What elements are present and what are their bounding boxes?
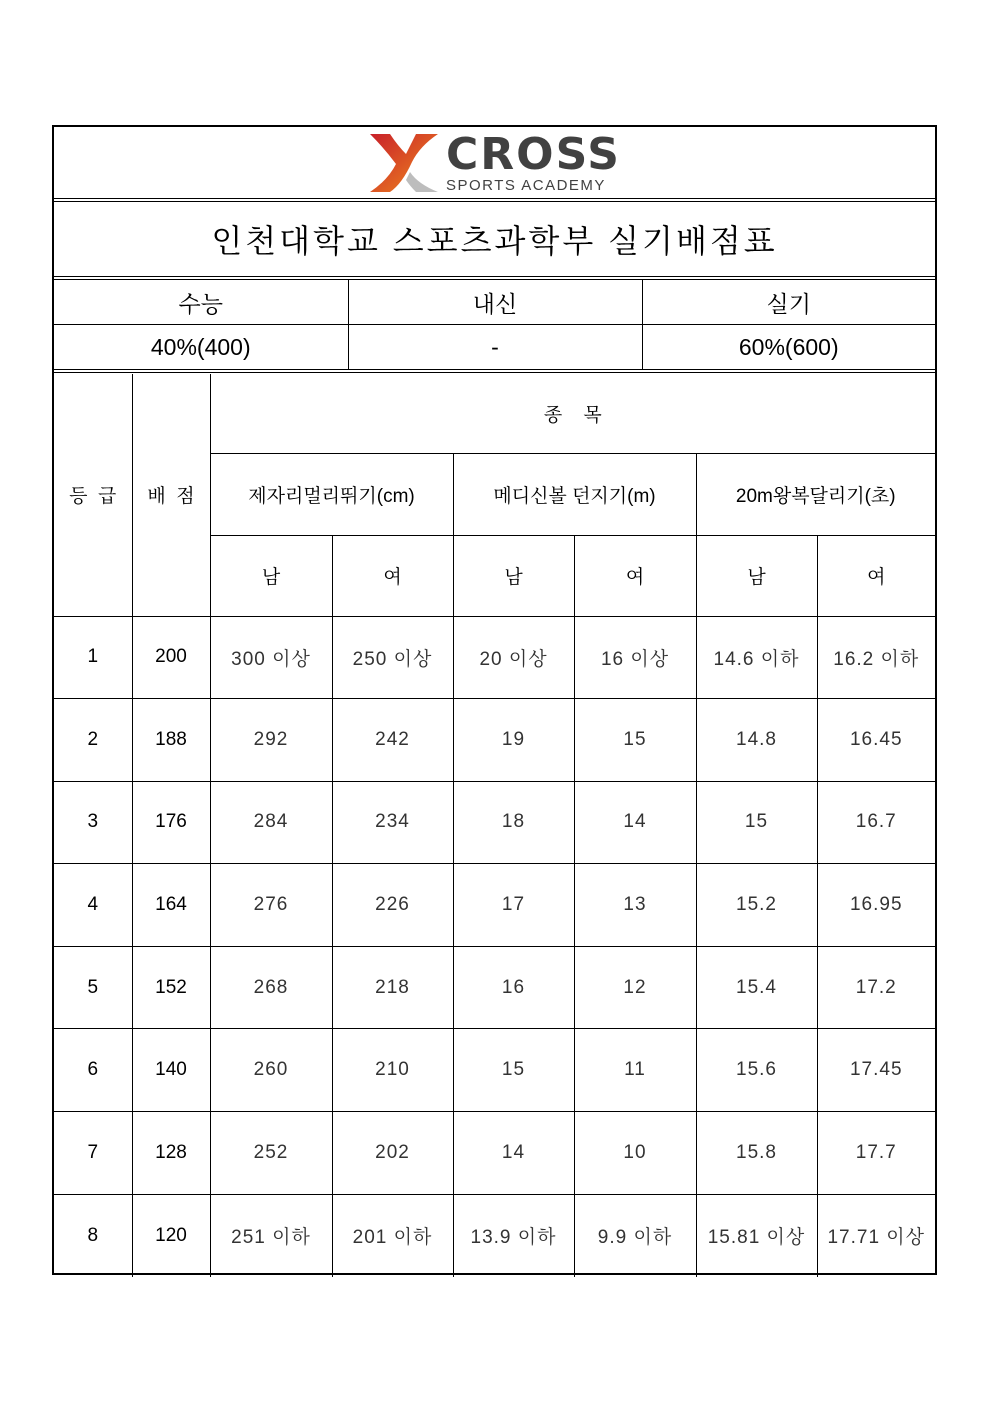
criterion-cell: 300 이상 [210,616,332,699]
criterion-cell: 17.2 [817,946,935,1029]
table-row [54,946,935,1029]
gender-female-header: 여 [332,535,453,616]
criterion-cell: 11 [574,1029,696,1112]
ratio-header-silgi: 실기 [642,280,935,325]
criterion-cell: 17.7 [817,1112,935,1195]
logo-brand: CROSS [446,128,621,180]
page-title: 인천대학교 스포츠과학부 실기배점표 [54,202,935,280]
criterion-cell: 9.9 이하 [574,1194,696,1277]
ratio-value-suneung: 40%(400) [54,325,348,372]
table-row [54,699,935,782]
criterion-cell: 17.71 이상 [817,1194,935,1277]
grade-cell: 4 [54,864,132,947]
score-cell: 188 [132,699,210,782]
criterion-cell: 12 [574,946,696,1029]
criterion-cell: 218 [332,946,453,1029]
gender-male-header: 남 [696,535,817,616]
logo-row [54,127,935,202]
criterion-cell: 16.2 이하 [817,616,935,699]
table-row [54,1194,935,1277]
grade-cell: 6 [54,1029,132,1112]
gender-female-header: 여 [574,535,696,616]
criterion-cell: 16.95 [817,864,935,947]
criterion-cell: 276 [210,864,332,947]
criterion-cell: 14 [453,1112,574,1195]
criterion-cell: 15.8 [696,1112,817,1195]
criterion-cell: 13 [574,864,696,947]
criterion-cell: 15.2 [696,864,817,947]
criterion-cell: 16 이상 [574,616,696,699]
criterion-cell: 201 이하 [332,1194,453,1277]
table-row [54,1112,935,1195]
table-row [54,616,935,699]
grade-cell: 5 [54,946,132,1029]
criterion-cell: 13.9 이하 [453,1194,574,1277]
grade-cell: 1 [54,616,132,699]
ratio-header-naesin: 내신 [348,280,642,325]
criterion-cell: 210 [332,1029,453,1112]
criterion-cell: 16.7 [817,781,935,864]
criterion-cell: 19 [453,699,574,782]
criterion-cell: 268 [210,946,332,1029]
ratio-table [54,280,935,373]
score-cell: 120 [132,1194,210,1277]
logo-subtitle: SPORTS ACADEMY [446,176,606,194]
gender-female-header: 여 [817,535,935,616]
criterion-cell: 226 [332,864,453,947]
criterion-cell: 15.6 [696,1029,817,1112]
criterion-cell: 18 [453,781,574,864]
table-row [54,781,935,864]
criterion-cell: 17.45 [817,1029,935,1112]
criterion-cell: 17 [453,864,574,947]
criterion-cell: 250 이상 [332,616,453,699]
grade-cell: 7 [54,1112,132,1195]
score-cell: 140 [132,1029,210,1112]
criterion-cell: 234 [332,781,453,864]
score-cell: 176 [132,781,210,864]
criterion-cell: 15 [574,699,696,782]
gender-male-header: 남 [453,535,574,616]
criterion-cell: 16.45 [817,699,935,782]
criterion-cell: 20 이상 [453,616,574,699]
criterion-cell: 16 [453,946,574,1029]
criterion-cell: 14.8 [696,699,817,782]
ratio-value-silgi: 60%(600) [642,325,935,372]
ratio-header-suneung: 수능 [54,280,348,325]
criterion-cell: 284 [210,781,332,864]
event-header-shuttle-run: 20m왕복달리기(초) [696,453,935,535]
event-header-medicine-ball: 메디신볼 던지기(m) [453,453,696,535]
criterion-cell: 15.4 [696,946,817,1029]
criterion-cell: 14.6 이하 [696,616,817,699]
criterion-cell: 260 [210,1029,332,1112]
cross-x-logo-icon [368,132,440,194]
criterion-cell: 202 [332,1112,453,1195]
criterion-cell: 292 [210,699,332,782]
score-table [54,374,935,1277]
score-cell: 152 [132,946,210,1029]
criterion-cell: 15.81 이상 [696,1194,817,1277]
cross-logo [368,128,621,194]
table-row [54,1029,935,1112]
grade-cell: 8 [54,1194,132,1277]
event-header-long-jump: 제자리멀리뛰기(cm) [210,453,453,535]
score-header: 배 점 [132,374,210,616]
criterion-cell: 251 이하 [210,1194,332,1277]
grade-header: 등 급 [54,374,132,616]
criterion-cell: 242 [332,699,453,782]
criterion-cell: 15 [696,781,817,864]
grade-cell: 2 [54,699,132,782]
gender-male-header: 남 [210,535,332,616]
events-header: 종 목 [210,374,935,453]
criterion-cell: 14 [574,781,696,864]
criterion-cell: 252 [210,1112,332,1195]
score-cell: 200 [132,616,210,699]
criterion-cell: 10 [574,1112,696,1195]
criterion-cell: 15 [453,1029,574,1112]
score-cell: 128 [132,1112,210,1195]
score-cell: 164 [132,864,210,947]
ratio-value-naesin: - [348,325,642,372]
score-table-document [52,125,937,1275]
grade-cell: 3 [54,781,132,864]
table-row [54,864,935,947]
